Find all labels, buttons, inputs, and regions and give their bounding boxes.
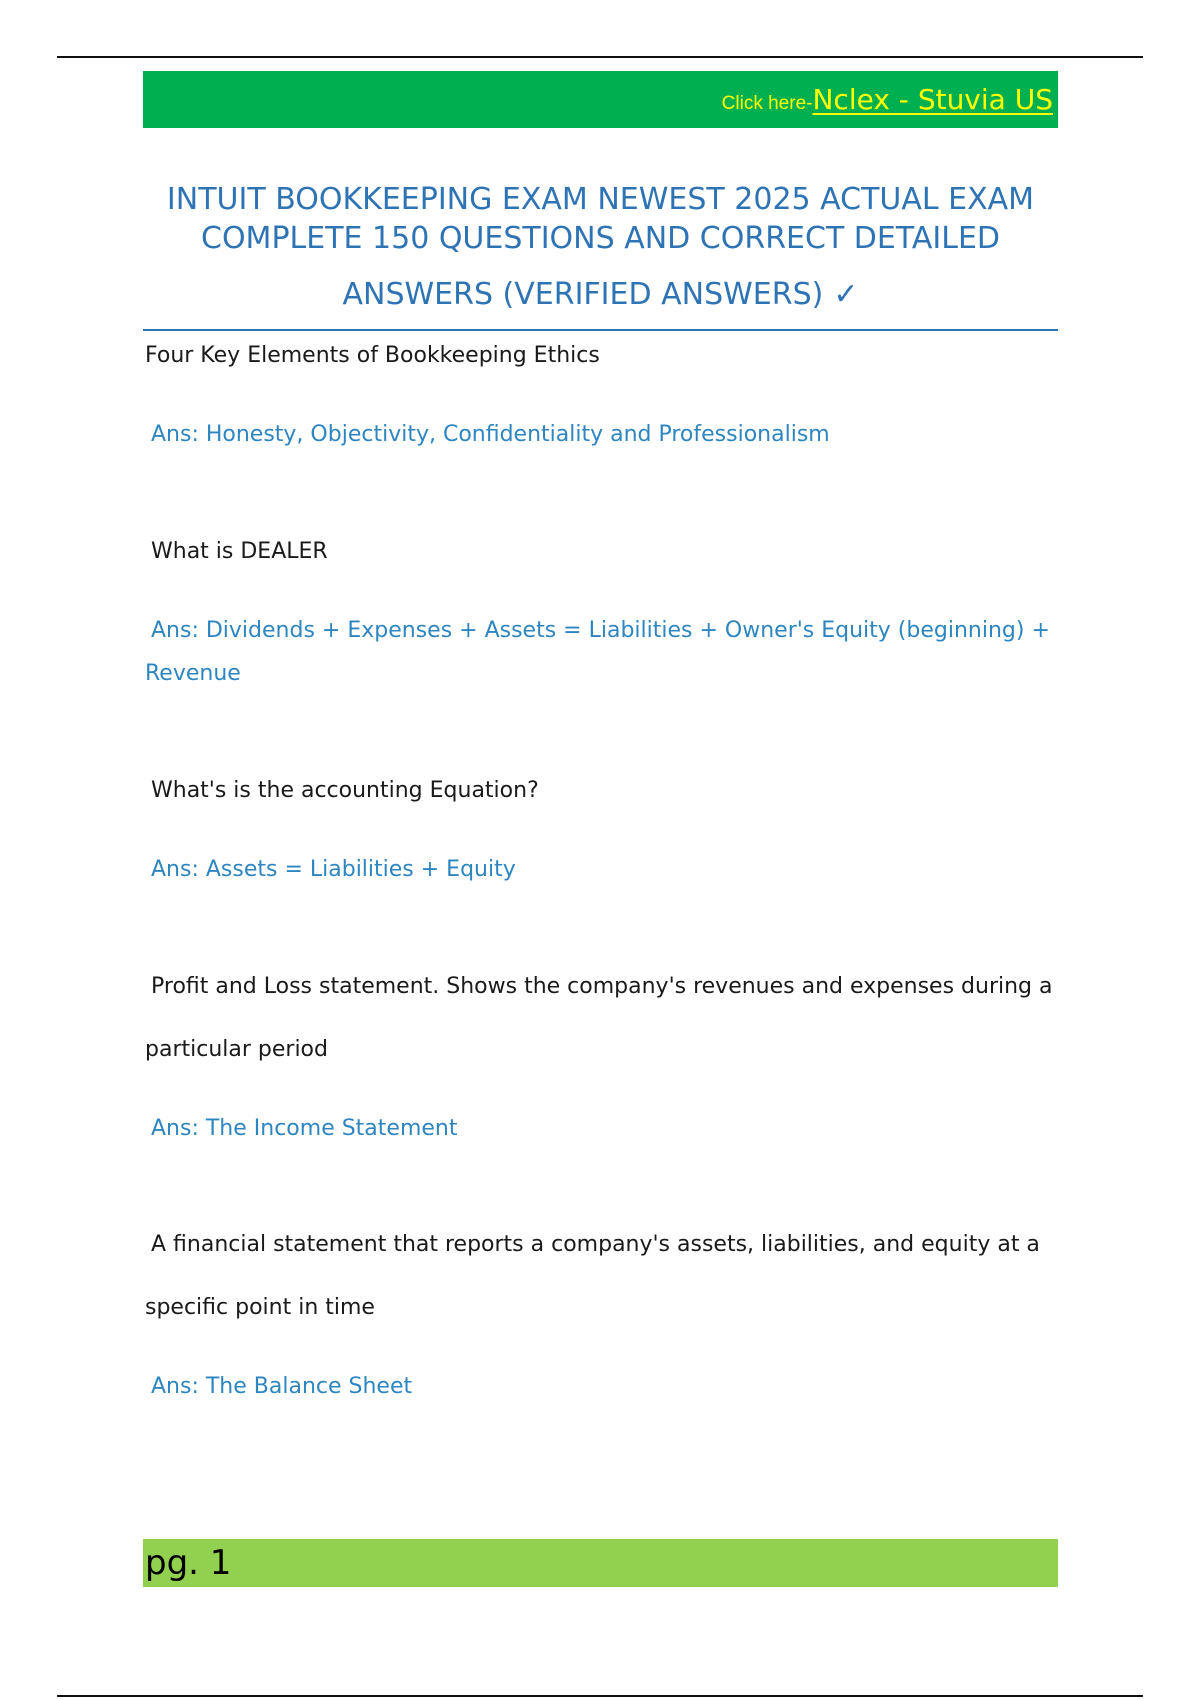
question-2-line-1: What is DEALER (151, 539, 328, 564)
check-mark-icon: ✓ (833, 277, 859, 312)
title-underline (143, 329, 1058, 331)
bottom-rule (57, 1695, 1143, 1697)
banner (143, 71, 1058, 128)
page-number: pg. 1 (145, 1543, 232, 1583)
top-rule (57, 56, 1143, 58)
document-title (143, 180, 1058, 314)
answer-5-line-1: Ans: The Balance Sheet (151, 1374, 413, 1399)
footer-bar (143, 1539, 1058, 1587)
title-line-2: COMPLETE 150 QUESTIONS AND CORRECT DETAILED (201, 221, 1000, 256)
question-1-line-1: Four Key Elements of Bookkeeping Ethics (145, 343, 600, 368)
answer-2-line-1: Ans: Dividends + Expenses + Assets = Liabilities + Owner's Equity (beginning) + (151, 618, 1050, 643)
question-5-line-2: specific point in time (145, 1295, 375, 1320)
title-line-3: ANSWERS (VERIFIED ANSWERS) (342, 277, 824, 312)
answer-1-line-1: Ans: Honesty, Objectivity, Confidentiality and Professionalism (151, 422, 830, 447)
question-3-line-1: What's is the accounting Equation? (151, 778, 539, 803)
question-4-line-2: particular period (145, 1037, 328, 1062)
question-5-line-1: A financial statement that reports a company's assets, liabilities, and equity at a (151, 1232, 1040, 1257)
title-line-1: INTUIT BOOKKEEPING EXAM NEWEST 2025 ACTUAL EXAM (166, 182, 1035, 217)
answer-2-line-2: Revenue (145, 661, 241, 686)
banner-prefix: Click here- (721, 92, 813, 114)
stuvia-link[interactable]: Nclex - Stuvia US (812, 83, 1053, 116)
answer-4-line-1: Ans: The Income Statement (151, 1116, 458, 1141)
answer-3-line-1: Ans: Assets = Liabilities + Equity (151, 857, 516, 882)
question-4-line-1: Profit and Loss statement. Shows the company's revenues and expenses during a (151, 974, 1053, 999)
